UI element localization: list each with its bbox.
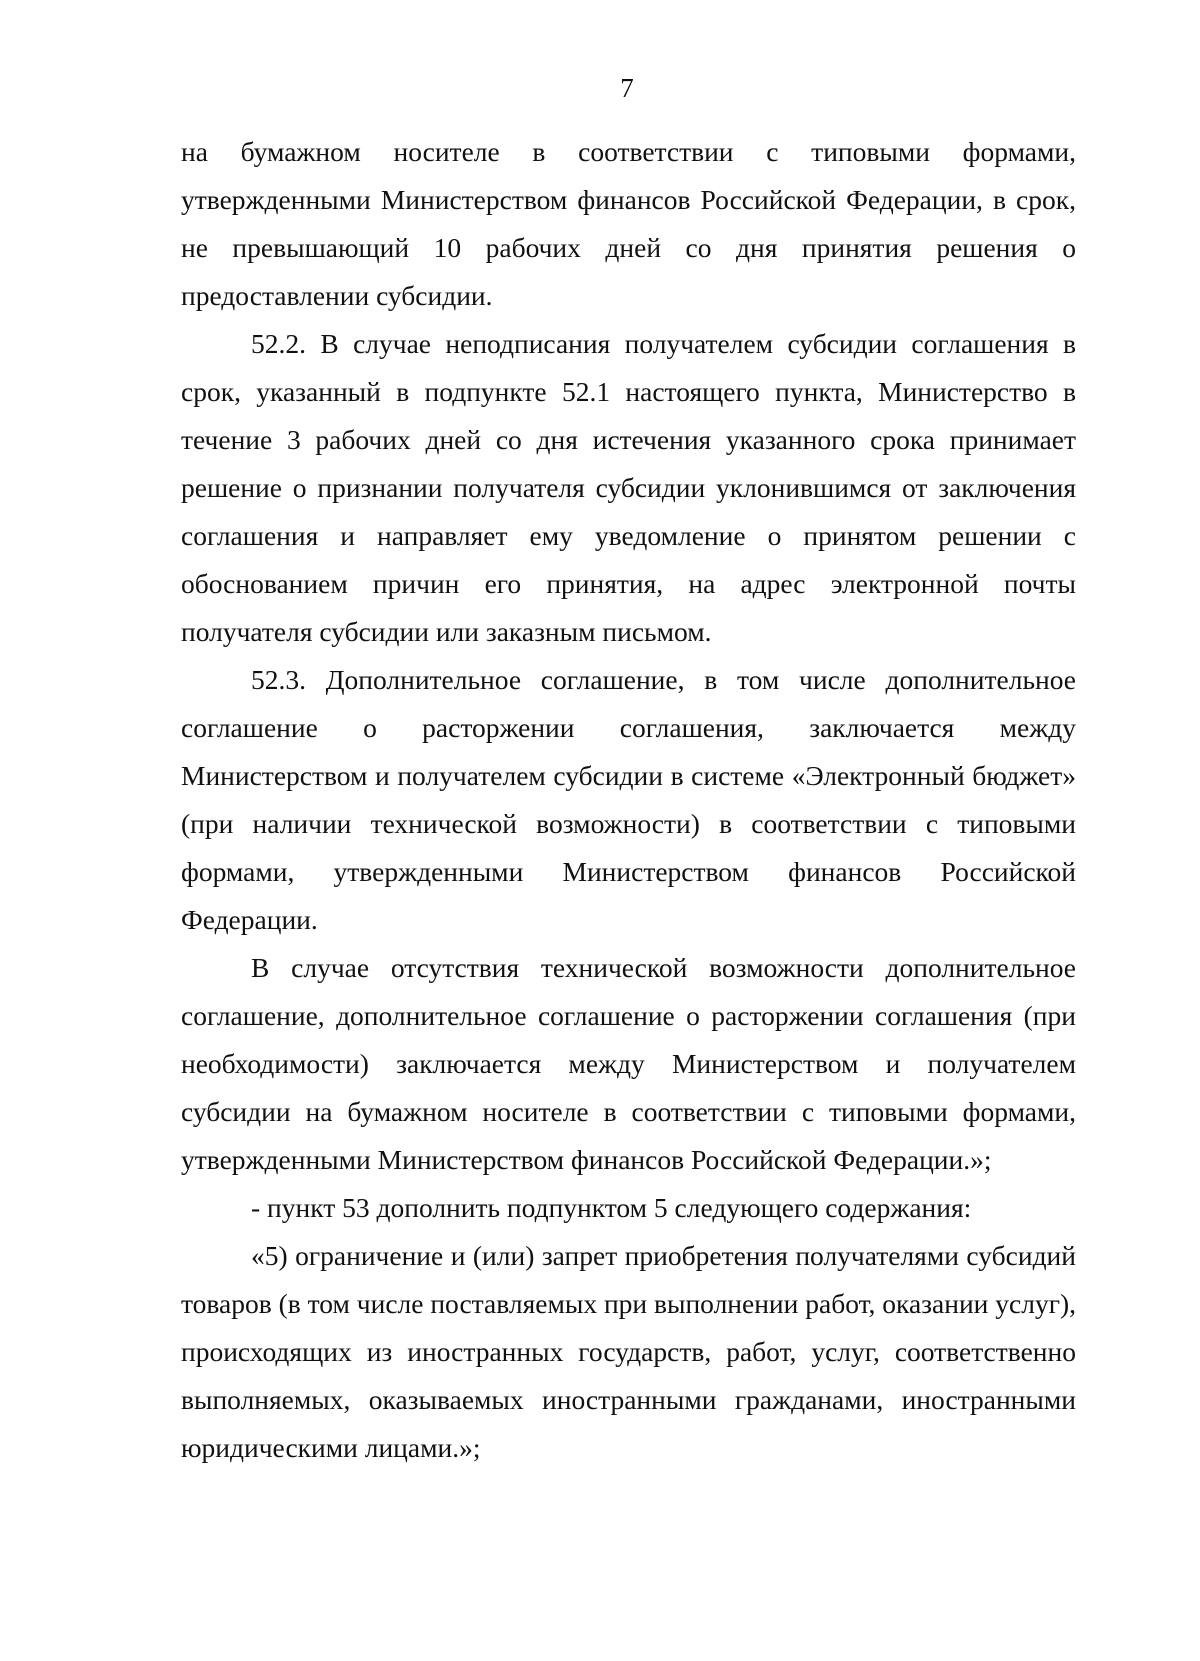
paragraph-point-53-amendment: - пункт 53 дополнить подпунктом 5 следующего содержания: <box>251 1192 972 1223</box>
paragraph-subpoint-5: «5) ограничение и (или) запрет приобретения получателями субсидий товаров (в том числе поставляемых при выполнении работ, оказании услуг), происходящих из иностранных государств, работ, услуг, соответственно выполняемых, оказываемых иностранными гражданами, иностранными юридическими лицами.»; <box>181 1240 1077 1463</box>
paragraph-52-2: 52.2. В случае неподписания получателем субсидии соглашения в срок, указанный в подпункте 52.1 настоящего пункта, Министерство в течение 3 рабочих дней со дня истечения указанного срока принимает решение о признании получателя субсидии уклонившимся от заключения соглашения и направляет ему уведомление о принятом решении с обоснованием причин его принятия, на адрес электронной почты получателя субсидии или заказным письмом. <box>181 328 1076 647</box>
paragraph-continuation: на бумажном носителе в соответствии с типовыми формами, утвержденными Министерством финансов Российской Федерации, в срок, не превышающий 10 рабочих дней со дня принятия решения о предоставлении субсидии. <box>181 136 1076 311</box>
document-body <box>181 128 1076 1472</box>
paragraph-no-technical-possibility: В случае отсутствия технической возможности дополнительное соглашение, дополнительное соглашение о расторжении соглашения (при необходимости) заключается между Министерством и получателем субсидии на бумажном носителе в соответствии с типовыми формами, утвержденными Министерством финансов Российской Федерации.»; <box>181 952 1076 1175</box>
paragraph-52-3: 52.3. Дополнительное соглашение, в том числе дополнительное соглашение о расторжении соглашения, заключается между Министерством и получателем субсидии в системе «Электронный бюджет» (при наличии технической возможности) в соответствии с типовыми формами, утвержденными Министерством финансов Российской Федерации. <box>181 664 1076 935</box>
page-number: 7 <box>620 73 634 103</box>
